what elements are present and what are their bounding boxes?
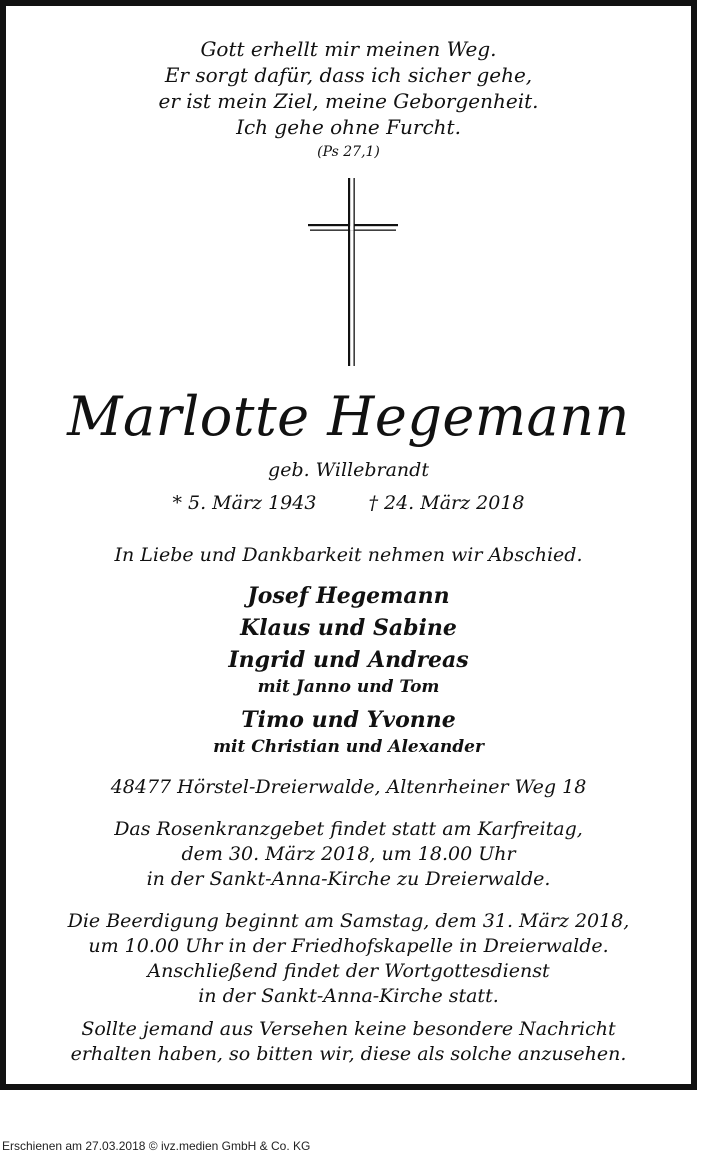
funeral-line: um 10.00 Uhr in der Friedhofskapelle in Dreierwalde. bbox=[88, 935, 609, 957]
family-list bbox=[6, 580, 691, 758]
psalm-reference: (Ps 27,1) bbox=[317, 144, 380, 160]
family-address: 48477 Hörstel-Dreierwalde, Altenrheiner Weg 18 bbox=[110, 776, 587, 798]
publication-footer: Erschienen am 27.03.2018 © ivz.medien GmbH & Co. KG bbox=[2, 1139, 311, 1153]
notice-line: Sollte jemand aus Versehen keine besondere Nachricht bbox=[81, 1018, 616, 1040]
notice-line: erhalten haben, so bitten wir, diese als solche anzusehen. bbox=[70, 1043, 627, 1065]
death-date: † 24. März 2018 bbox=[368, 492, 525, 514]
psalm-line: er ist mein Ziel, meine Geborgenheit. bbox=[158, 89, 539, 113]
deceased-name: Marlotte Hegemann bbox=[67, 385, 630, 448]
family-member: Ingrid und Andreas bbox=[228, 647, 469, 673]
family-member: Timo und Yvonne bbox=[241, 707, 456, 733]
family-children: mit Christian und Alexander bbox=[213, 737, 484, 757]
funeral-notice bbox=[6, 909, 691, 1009]
psalm-line: Gott erhellt mir meinen Weg. bbox=[200, 37, 497, 61]
cross-icon bbox=[308, 178, 400, 368]
rosary-notice bbox=[6, 817, 691, 892]
farewell-text: In Liebe und Dankbarkeit nehmen wir Abschied. bbox=[114, 544, 583, 566]
rosary-line: dem 30. März 2018, um 18.00 Uhr bbox=[181, 843, 516, 865]
family-member: Klaus und Sabine bbox=[240, 615, 457, 641]
rosary-line: in der Sankt-Anna-Kirche zu Dreierwalde. bbox=[146, 868, 551, 890]
missed-notice bbox=[6, 1017, 691, 1067]
family-member: Josef Hegemann bbox=[247, 583, 450, 609]
funeral-line: Die Beerdigung beginnt am Samstag, dem 31. März 2018, bbox=[67, 910, 630, 932]
funeral-line: Anschließend findet der Wortgottesdienst bbox=[147, 960, 550, 982]
psalm-quote bbox=[6, 36, 691, 140]
funeral-line: in der Sankt-Anna-Kirche statt. bbox=[198, 985, 499, 1007]
maiden-name: geb. Willebrandt bbox=[268, 459, 429, 481]
rosary-line: Das Rosenkranzgebet findet statt am Karfreitag, bbox=[114, 818, 583, 840]
birth-date: * 5. März 1943 bbox=[172, 492, 317, 514]
psalm-line: Ich gehe ohne Furcht. bbox=[236, 115, 461, 139]
psalm-line: Er sorgt dafür, dass ich sicher gehe, bbox=[164, 63, 533, 87]
life-dates bbox=[6, 489, 691, 517]
family-children: mit Janno und Tom bbox=[257, 677, 440, 697]
